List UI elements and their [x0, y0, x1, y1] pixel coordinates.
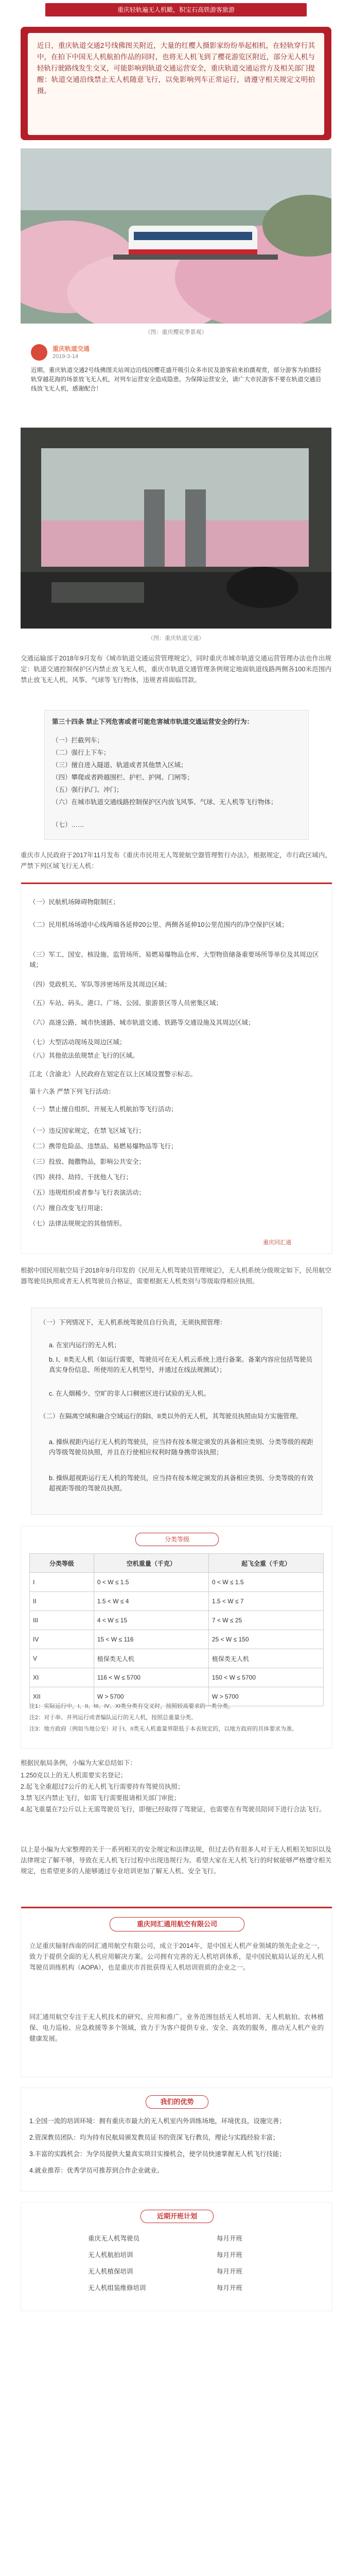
notice-item: （五）强行扒门、冲门； [52, 786, 123, 793]
table-cell: II [30, 1592, 94, 1611]
advantage-item: 1.全国一流的培训环境：拥有重庆市最大的无人机室内外训练场地，环境优良，设施完善； [29, 2117, 286, 2125]
notice-item: （一）拦截列车； [52, 737, 104, 744]
class-table [29, 1553, 324, 1706]
weibo-name[interactable]: 重庆轨道交通 [52, 345, 90, 352]
zone-item: （七）大型活动现场及周边区域； [29, 1039, 126, 1046]
table-row [30, 1592, 324, 1611]
photo2-caption: （图：重庆轨道交通） [148, 635, 204, 641]
table-cell: 15 < W ≤ 116 [94, 1630, 208, 1649]
weibo-meta: 2019-3-14 [52, 353, 79, 360]
act-item: （五）违规组织或者参与飞行表演活动； [29, 1189, 146, 1196]
table-row [30, 1668, 324, 1687]
courses-card [21, 2202, 332, 2311]
summary-item: 4.起飞重量在7公斤以上无需驾驶员飞行，即便已经取得了驾驶证，也需要在有驾驶员陪同下进行合法飞行。 [21, 1806, 326, 1813]
table-cell: XII [30, 1687, 94, 1706]
table-row [30, 1611, 324, 1630]
table-cell: 植保类无人机 [94, 1649, 208, 1668]
rules-item: c. 在人烟稀少、空旷的非人口稠密区进行试验的无人机。 [49, 1390, 210, 1397]
closing-paragraph: 以上是小编为大家整理的关于一系列相关的安全规定和法律法规，但过去仍有很多人对于无人机相关知识以及法律规定了解不够，导致在无人机飞行过程中出现违规行为。希望大家在无人机飞行的时候能够严格遵守相关规定，也希望更多的人能够通过专业培训更加了解无人机、安全飞行。 [21, 1846, 331, 1875]
table-cell: 1.5 < W ≤ 4 [94, 1592, 208, 1611]
table-cell: 7 < W ≤ 25 [208, 1611, 323, 1630]
table-cell: W > 5700 [208, 1687, 323, 1706]
rules-item: a. 在室内运行的无人机； [49, 1342, 120, 1349]
zone-item: （四）党政机关、军队等涉密场所及其周边区域； [29, 981, 171, 988]
rules-item: b. I、II类无人机（如运行需要，驾驶员可在无人机云系统上进行备案。备案内容应包括驾驶员真实身份信息、所使用的无人机型号，并通过在线法规测试）； [49, 1356, 312, 1374]
weibo-avatar [31, 344, 47, 361]
zones-note: 江北（含渝北）人民政府在划定在以上区域设置警示标志。 [29, 1071, 197, 1078]
course-name: 无人机植保培训 [88, 2268, 133, 2275]
table-header: 分类等级 [30, 1554, 94, 1573]
zone-item: （六）高速公路、城市快速路、城市轨道交通、铁路等交通设施及其周边区域； [29, 1019, 255, 1026]
act-item: （二）携带危险品、违禁品、易燃易爆物品等飞行； [29, 1143, 178, 1150]
table-row [30, 1630, 324, 1649]
acts-intro: （一）禁止擅自组织、开展无人机航拍等飞行活动； [29, 1106, 178, 1113]
table-row [30, 1649, 324, 1668]
table-cell: 116 < W ≤ 5700 [94, 1668, 208, 1687]
table-note: 注2：对于串、并列运行或者编队运行的无人机，按照总重量分类。 [29, 1715, 197, 1721]
train-cab-image [21, 428, 331, 629]
table-cell: 1.5 < W ≤ 7 [208, 1592, 323, 1611]
zone-item: （五）车站、码头、港口、广场、公园、旅游景区等人员密集区域； [29, 999, 223, 1007]
summary-item: 1.250克以上的无人机需要实名登记； [21, 1772, 127, 1779]
course-schedule: 每月开班 [217, 2268, 243, 2275]
intro-text: 近日，重庆轨道交通2号线佛图关附近，大量的红樱人摄影家纷纷举起相机，在轻轨穿行其中，在拍下中国无人机航拍作品的同时，也将无人机飞到了樱花游览区附近，部分无人机与轻轨行驶路线发生交叉，可能影响到轨道交通运营安全，重庆轨道交通运营方及相关部门提醒：轨道交通沿线禁止无人机随意飞行，以免影响列车正常运行，请遵守相关规定文明拍摄。 [28, 33, 324, 135]
course-schedule: 每月开班 [217, 2284, 243, 2292]
table-cell: W > 5700 [94, 1687, 208, 1706]
table-note: 注3：地方政府（例如当地公安）对于I、II类无人机重量界限低于本表规定的，以地方政府的具体要求为准。 [29, 1726, 298, 1732]
weibo-card [31, 342, 321, 419]
company-card [21, 1906, 332, 2077]
zone-item: （八）其他依法依规禁止飞行的区域。 [29, 1052, 139, 1059]
advantage-title: 我们的优势 [146, 2095, 208, 2109]
zone-item: （二）民用机场场道中心线两端各延伸20公里、两侧各延伸10公里范围内的净空保护区域； [29, 921, 288, 928]
company-text: 立足重庆辐射西南的同汇通用航空有限公司，成立于2014年，是中国无人机产业领域的领先企业之一，致力于提供全面的无人机应用解决方案。公司拥有完善的无人机培训体系，是中国民航局认证的无人机驾驶员训练机构（AOPA），也是重庆市首批获得无人机培训资质的企业之一。 [29, 1942, 324, 1971]
advantage-item: 4.就业推荐：优秀学员可推荐到合作企业就业。 [29, 2167, 164, 2174]
table-header: 起飞全重（千克） [208, 1554, 323, 1573]
notice-item: （三）擅自进入隧道、轨道或者其他禁入区域； [52, 761, 187, 769]
table-cell: XI [30, 1668, 94, 1687]
zone-item: （一）民航机场障碍物限制区； [29, 899, 120, 906]
caac-paragraph: 根据中国民用航空局于2018年9月印发的《民用无人机驾驶员管理规定》，无人机系统分级规定如下，民用航空器驾驶员执照或者无人机驾驶员合格证，需要根据无人机类别与等级取得相应执照。 [21, 1267, 331, 1285]
advantage-card [21, 2088, 332, 2192]
table-cell: III [30, 1611, 94, 1630]
watermark-logo: 重庆同汇通 [263, 1240, 291, 1246]
act-item: （四）挟持、劫持、干扰他人飞行； [29, 1174, 133, 1181]
class-table-card [21, 1526, 332, 1749]
company-text: 同汇通用航空专注于无人机技术的研究、应用和推广，业务范围包括无人机培训、无人机航拍、农林植保、电力巡检、应急救援等多个领域，致力于为客户提供专业、安全、高效的服务，推动无人机产业的健康发展。 [29, 2013, 324, 2042]
notice-item: （二）强行上下车； [52, 749, 110, 756]
rules-item2: a. 操纵视距内运行无人机的驾驶员，应当持有按本规定颁发的具备相应类别、分类等级的视距内等级驾驶员执照，并且在行使相应权利时随身携带该执照； [49, 1438, 313, 1456]
course-name: 重庆无人机驾驶员 [88, 2235, 140, 2242]
act-item: （三）投放、抛撒物品，影响公共安全； [29, 1158, 146, 1165]
table-cell: 25 < W ≤ 150 [208, 1630, 323, 1649]
notice-item: （七）…… [52, 821, 84, 828]
advantage-item: 3.丰富的实践机会：为学员提供大量真实项目实操机会，使学员快速掌握无人机飞行技能； [29, 2150, 286, 2158]
regulation-paragraph: 交通运输部于2018年9月发布《城市轨道交通运营管理规定》，同时重庆市城市轨道交通运营管理办法也作出规定：轨道交通控制保护区内禁止放飞无人机，重庆市轨道交通管理条例规定地面轨道线路两侧各100米范围内禁止放飞无人机、风筝、气球等飞行物体，违规者将面临罚款。 [21, 655, 331, 684]
summary-item: 2.起飞全重超过7公斤的无人机飞行需要持有驾驶员执照； [21, 1783, 184, 1790]
table-cell: 150 < W ≤ 5700 [208, 1668, 323, 1687]
notice-title: 第三十四条 禁止下列危害或者可能危害城市轨道交通运营安全的行为： [52, 718, 253, 725]
train-cab-photo [21, 428, 331, 629]
summary-item: 3.禁飞区内禁止飞行，如需飞行需要报请相关部门审批； [21, 1794, 181, 1802]
summary-intro: 根据民航局条例，小编为大家总结如下： [21, 1759, 137, 1767]
rules-heading2: （二）在隔离空域和融合空域运行的除I、II类以外的无人机，其驾驶员执照由局方实施管理。 [40, 1413, 303, 1420]
act-item: （七）法律法规规定的其他情形。 [29, 1220, 126, 1227]
photo1-caption: （图：重庆樱花季景观） [145, 329, 207, 335]
table-row [30, 1573, 324, 1592]
course-name: 无人机组装维修培训 [88, 2284, 146, 2292]
table-cell: 0 < W ≤ 1.5 [94, 1573, 208, 1592]
table-cell: 4 < W ≤ 15 [94, 1611, 208, 1630]
table-header: 空机重量（千克） [94, 1554, 208, 1573]
table-cell: 0 < W ≤ 1.5 [208, 1573, 323, 1592]
table-title-pill: 分类等级 [135, 1533, 219, 1546]
course-schedule: 每月开班 [217, 2235, 243, 2242]
weibo-text: 近期，重庆轨道交通2号线佛图关站周边沿线因樱花盛开吸引众多市民及游客前来拍摄观赏，部分游客为拍摄轻轨穿越花海的场景放飞无人机，对列车运营安全造成隐患。为保障运营安全，请广大市民游客不要在轨道交通沿线放飞无人机，感谢配合！ [31, 367, 321, 392]
zones-card [21, 882, 332, 1254]
zone-item: （三）军工、国安、核设施、监管场所、易燃易爆物品仓库、大型物资储备重要场所等单位及其周边区域； [29, 951, 319, 969]
rules-heading: （一）下列情况下，无人机系统驾驶员自行负责，无须执照管理： [40, 1319, 226, 1326]
notice-item: （四）攀爬或者跨越围栏、护栏、护网、门闸等； [52, 774, 194, 781]
course-schedule: 每月开班 [217, 2251, 243, 2259]
table-cell: I [30, 1573, 94, 1592]
table-cell: IV [30, 1630, 94, 1649]
chongqing-paragraph: 重庆市人民政府于2017年11月发布《重庆市民用无人驾驶航空器管理暂行办法》，根据规定，市行政区域内，严禁下列区域飞行无人机： [21, 852, 331, 870]
company-title: 重庆同汇通用航空有限公司 [110, 1917, 244, 1931]
act-item: （一）违反国家规定，在禁飞区域飞行； [29, 1127, 146, 1134]
article-banner: 重庆轻轨遍无人机瞰，积宝石高铁游客旅游 [45, 3, 307, 16]
table-cell: V [30, 1649, 94, 1668]
course-name: 无人机航拍培训 [88, 2251, 133, 2259]
cherry-blossom-photo [21, 148, 331, 324]
rules-item2: b. 操纵超视距运行无人机的驾驶员，应当持有按本规定颁发的具备相应类别、分类等级的有效超视距等级的驾驶员执照。 [49, 1475, 313, 1492]
table-note: 注1：实际运行中，I、II、III、IV、XI类分类有交叉时，按照较高要求的一类分类。 [29, 1703, 234, 1709]
notice-item: （六）在城市轨道交通线路控制保护区内放飞风筝、气球、无人机等飞行物体； [52, 799, 277, 806]
rules-card [31, 1308, 322, 1515]
zones-rule-top [21, 883, 332, 884]
courses-title: 近期开班计划 [140, 2210, 214, 2223]
table-cell: 植保类无人机 [208, 1649, 323, 1668]
advantage-item: 2.资深教员团队：均为持有民航局颁发教员证书的资深飞行教员，理论与实践经验丰富； [29, 2134, 279, 2141]
notice-card [44, 710, 309, 840]
act-item: （六）擅自改变飞行用途； [29, 1205, 107, 1212]
cherry-blossom-image [21, 148, 331, 324]
zones-note2: 第十六条 严禁下列飞行活动： [29, 1088, 115, 1095]
company-rule [21, 1907, 332, 1908]
